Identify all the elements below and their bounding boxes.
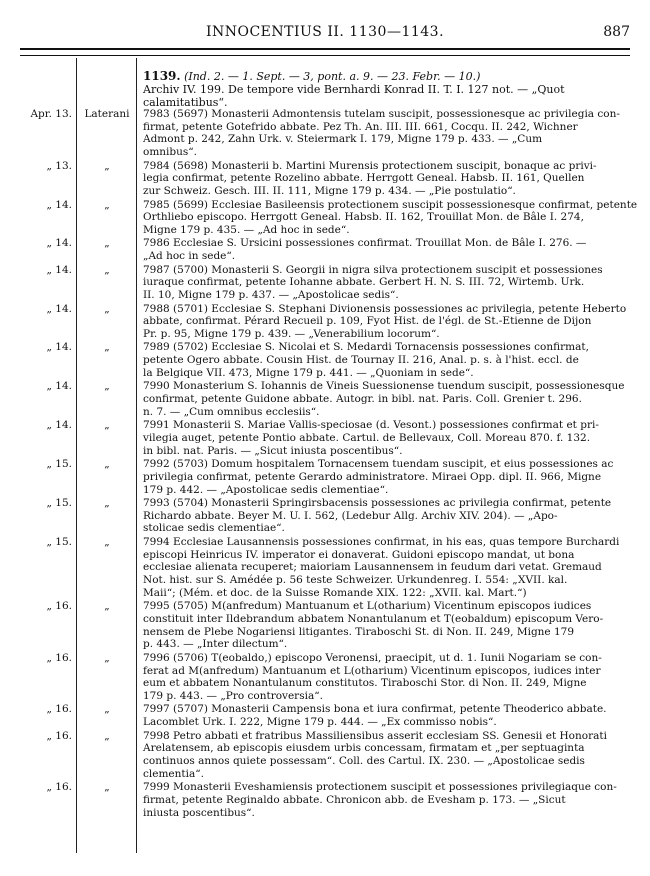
entry-place: „ — [104, 159, 110, 172]
entry-line: petente Ogero abbate. Cousin Hist. de Tournay II. 216, Anal. p. s. à l'hist. eccl. de — [143, 354, 579, 367]
entry-line: abbate, confirmat. Pérard Recueil p. 109, Fyot Hist. de l'égl. de St.-Etienne de Dijon — [143, 315, 592, 328]
entry-line: 7998 Petro abbati et fratribus Massiliensibus asserit ecclesiam SS. Genesii et Honorati — [143, 729, 607, 742]
entry-place: „ — [104, 198, 110, 211]
entry-line: 7986 Ecclesiae S. Ursicini possessiones confirmat. Trouillat Mon. de Bâle I. 276. — — [143, 237, 587, 250]
entry-text — [143, 303, 633, 341]
entry-line: „Ad hoc in sede“. — [143, 250, 236, 263]
entry-date: Apr. 13. — [30, 108, 72, 120]
entry-line: 7987 (5700) Monasterii S. Georgii in nigra silva protectionem suscipit et possessiones — [143, 263, 603, 276]
entry-date: „ 14. — [46, 198, 72, 211]
entry-line: Richardo abbate. Beyer M. U. I. 562, (Ledebur Allg. Archiv XIV. 204). — „Apo- — [143, 509, 558, 522]
entry-text — [143, 458, 633, 496]
entry-place: „ — [104, 263, 110, 276]
entry-line: 7993 (5704) Monasterii Springirsbacensis possessiones ac privilegia confirmat, petente — [143, 497, 612, 509]
entry-text — [143, 198, 638, 237]
entry-line: Migne 179 p. 435. — „Ad hoc in sede“. — [143, 223, 350, 236]
entry-place: „ — [104, 458, 110, 471]
entry-line: Not. hist. sur S. Amédée p. 56 teste Schweizer. Urkundenreg. I. 554: „XVII. kal. — [143, 574, 568, 586]
entry-line: nensem de Plebe Nogariensi litigantes. Tiraboschi St. di Non. II. 249, Migne 179 — [143, 625, 575, 638]
entry-line: firmat, petente Reginaldo abbate. Chronicon abb. de Evesham p. 173. — „Sicut — [143, 793, 566, 806]
entry-line: ferat ad M(anfredum) Mantuanum et L(otharium) Vicentinum episcopos, iudices inter — [143, 664, 601, 677]
entry-line: 7995 (5705) M(anfredum) Mantuanum et L(otharium) Vicentinum episcopos iudices — [143, 600, 592, 613]
column-divider-date — [76, 58, 77, 853]
entry-line: Pr. p. 95, Migne 179 p. 439. — „Venerabilium locorum“. — [143, 327, 440, 340]
indiction: (Ind. 2. — 1. Sept. — 3, pont. a. 9. — 23. Febr. — 10.) — [184, 70, 481, 83]
entry-date: „ 14. — [46, 302, 72, 315]
entry-text — [143, 160, 633, 198]
entry-line: iuraque confirmat, petente Iohanne abbate. Gerbert H. N. S. III. 72, Wirtemb. Urk. — [143, 276, 585, 289]
entry-text — [143, 536, 633, 600]
entry-date: „ 16. — [46, 781, 72, 794]
entry-text — [143, 237, 633, 262]
entry-line: omnibus“. — [143, 146, 197, 159]
entry-line: Admont p. 242, Zahn Urk. v. Steiermark I. 179, Migne 179 p. 433. — „Cum — [143, 133, 543, 146]
entry-line: Maii“; (Mém. et doc. de la Suisse Romande XIX. 122: „XVII. kal. Mart.“) — [143, 586, 527, 599]
entry-date: „ 13. — [46, 159, 72, 172]
entry-line: iniusta poscentibus“. — [143, 806, 255, 819]
entry-text — [143, 341, 633, 379]
year-heading — [143, 70, 633, 109]
entry-text — [143, 652, 633, 703]
entry-line: p. 443. — „Inter dilectum“. — [143, 638, 288, 651]
entry-line: 7989 (5702) Ecclesiae S. Nicolai et S. Medardi Tornacensis possessiones confirmat, — [143, 341, 589, 354]
entry-date: „ 16. — [46, 729, 72, 742]
entry-line: privilegia confirmat, petente Gerardo administratore. Miraei Opp. dipl. II. 966, Migne — [143, 470, 602, 483]
entry-line: II. 10, Migne 179 p. 437. — „Apostolicae sedis“. — [143, 289, 399, 301]
running-header — [20, 24, 630, 44]
entry-line: 7991 Monasterii S. Mariae Vallis-speciosae (d. Vesont.) possessiones confirmat et pri- — [143, 419, 599, 432]
entry-line: legia confirmat, petente Rozelino abbate. Herrgott Geneal. Habsb. II. 161, Quellen — [143, 172, 585, 185]
entry-line: continuos annos quiete possessam“. Coll. des Cartul. IX. 230. — „Apostolicae sedis — [143, 755, 585, 767]
entry-line: 7984 (5698) Monasterii b. Martini Murensis protectionem suscipit, bonaque ac privi- — [143, 159, 597, 172]
entry-line: Arelatensem, ab episcopis eiusdem urbis concessam, firmatam et „per septuaginta — [143, 742, 585, 755]
entry-line: eum et abbatem Nonantulanum constitutos. Tiraboschi Stor. di Non. II. 249, Migne — [143, 677, 587, 690]
entry-line: confirmat, petente Guidone abbate. Autogr. in bibl. nat. Paris. Coll. Grenier t. 296. — [143, 393, 582, 405]
entry-place: „ — [104, 703, 110, 716]
entry-text — [143, 264, 633, 302]
entry-place: „ — [104, 535, 110, 548]
entry-line: clementia“. — [143, 767, 204, 780]
entry-place: Laterani — [84, 108, 130, 120]
entry-text — [143, 730, 633, 781]
entry-line: zur Schweiz. Gesch. III. II. 111, Migne 179 p. 434. — „Pie postulatio“. — [143, 185, 516, 197]
heading-line: Archiv IV. 199. De tempore vide Bernhardi Konrad II. T. I. 127 not. — „Quot — [143, 83, 565, 96]
entry-line: n. 7. — „Cum omnibus ecclesiis“. — [143, 405, 320, 418]
entry-place: „ — [104, 600, 110, 613]
header-rule-thin — [20, 55, 630, 56]
entry-line: firmat, petente Gotefrido abbate. Pez Th. An. III. III. 661, Cocqu. II. 242, Wichner — [143, 120, 578, 133]
entry-date: „ 15. — [46, 497, 72, 509]
year-number: 1139. — [143, 69, 181, 83]
entry-place: „ — [104, 497, 110, 509]
entry-place: „ — [104, 729, 110, 742]
entry-line: 7990 Monasterium S. Iohannis de Vineis Suessionense tuendum suscipit, possessionesque — [143, 380, 625, 393]
entry-line: 7988 (5701) Ecclesiae S. Stephani Divionensis possessiones ac privilegia, petente Heberto — [143, 302, 627, 315]
entry-line: 7983 (5697) Monasterii Admontensis tutelam suscipit, possessionesque ac privilegia con- — [143, 108, 620, 120]
entry-line: 179 p. 442. — „Apostolicae sedis clementiae“. — [143, 483, 389, 496]
entry-text — [143, 380, 633, 418]
entry-line: 7992 (5703) Domum hospitalem Tornacensem tuendam suscipit, et eius possessiones ac — [143, 458, 614, 471]
entry-place: „ — [104, 781, 110, 794]
page-number: 887 — [603, 24, 630, 40]
entry-text — [143, 497, 633, 535]
entry-date: „ 14. — [46, 237, 72, 250]
entry-line: Orthliebo episcopo. Herrgott Geneal. Habsb. II. 162, Trouillat Mon. de Bâle I. 274, — [143, 211, 584, 224]
entry-place: „ — [104, 419, 110, 432]
entry-text — [143, 600, 633, 651]
entry-text — [143, 781, 633, 819]
entry-line: 7996 (5706) T(eobaldo,) episcopo Veronensi, praecipit, ut d. 1. Iunii Nogariam se con- — [143, 651, 602, 664]
entry-place: „ — [104, 651, 110, 664]
running-title: INNOCENTIUS II. 1130—1143. — [205, 24, 445, 40]
entry-date: „ 14. — [46, 263, 72, 276]
entry-date: „ 14. — [46, 341, 72, 354]
entry-line: constituit inter Ildebrandum abbatem Nonantulanum et T(eobaldum) episcopum Vero- — [143, 612, 604, 625]
entry-line: episcopi Heinricus IV. imperator ei donaverat. Guidoni episcopo mandat, ut bona — [143, 548, 575, 561]
entry-place: „ — [104, 237, 110, 250]
entry-date: „ 16. — [46, 703, 72, 716]
entry-line: 179 p. 443. — „Pro controversia“. — [143, 689, 323, 702]
entry-date: „ 14. — [46, 419, 72, 432]
entry-place: „ — [104, 380, 110, 393]
entry-line: 7985 (5699) Ecclesiae Basileensis protectionem suscipit possessionesque confirmat, petente — [143, 198, 638, 211]
entry-date: „ 16. — [46, 651, 72, 664]
entry-line: 7999 Monasterii Eveshamiensis protectionem suscipit et possessiones privilegiaque con- — [143, 781, 617, 794]
column-divider-place — [136, 58, 137, 853]
entry-date: „ 16. — [46, 600, 72, 613]
entry-date: „ 15. — [46, 535, 72, 548]
entry-line: Lacomblet Urk. I. 222, Migne 179 p. 444. — „Ex commisso nobis“. — [143, 716, 497, 729]
entry-text — [143, 108, 633, 159]
header-rule-thick — [20, 48, 630, 50]
entry-line: 7997 (5707) Monasterii Campensis bona et iura confirmat, petente Theoderico abbate. — [143, 703, 607, 716]
entry-date: „ 15. — [46, 458, 72, 471]
entry-text — [143, 419, 633, 457]
entry-line: vilegia auget, petente Pontio abbate. Cartul. de Bellevaux, Coll. Moreau 870. f. 132. — [143, 431, 591, 444]
heading-line: calamitatibus“. — [143, 96, 228, 109]
entry-line: la Belgique VII. 473, Migne 179 p. 441. — „Quoniam in sede“. — [143, 366, 474, 379]
entry-text — [143, 703, 633, 728]
entry-line: stolicae sedis clementiae“. — [143, 522, 285, 535]
entry-line: in bibl. nat. Paris. — „Sicut iniusta poscentibus“. — [143, 444, 403, 457]
entry-line: ecclesiae alienata recuperet; maioriam Lausannensem in feudum dari vetat. Gremaud — [143, 561, 602, 574]
entry-place: „ — [104, 341, 110, 354]
entry-date: „ 14. — [46, 380, 72, 393]
entry-line: 7994 Ecclesiae Lausannensis possessiones confirmat, in his eas, quas tempore Burchardi — [143, 535, 620, 548]
entry-place: „ — [104, 302, 110, 315]
